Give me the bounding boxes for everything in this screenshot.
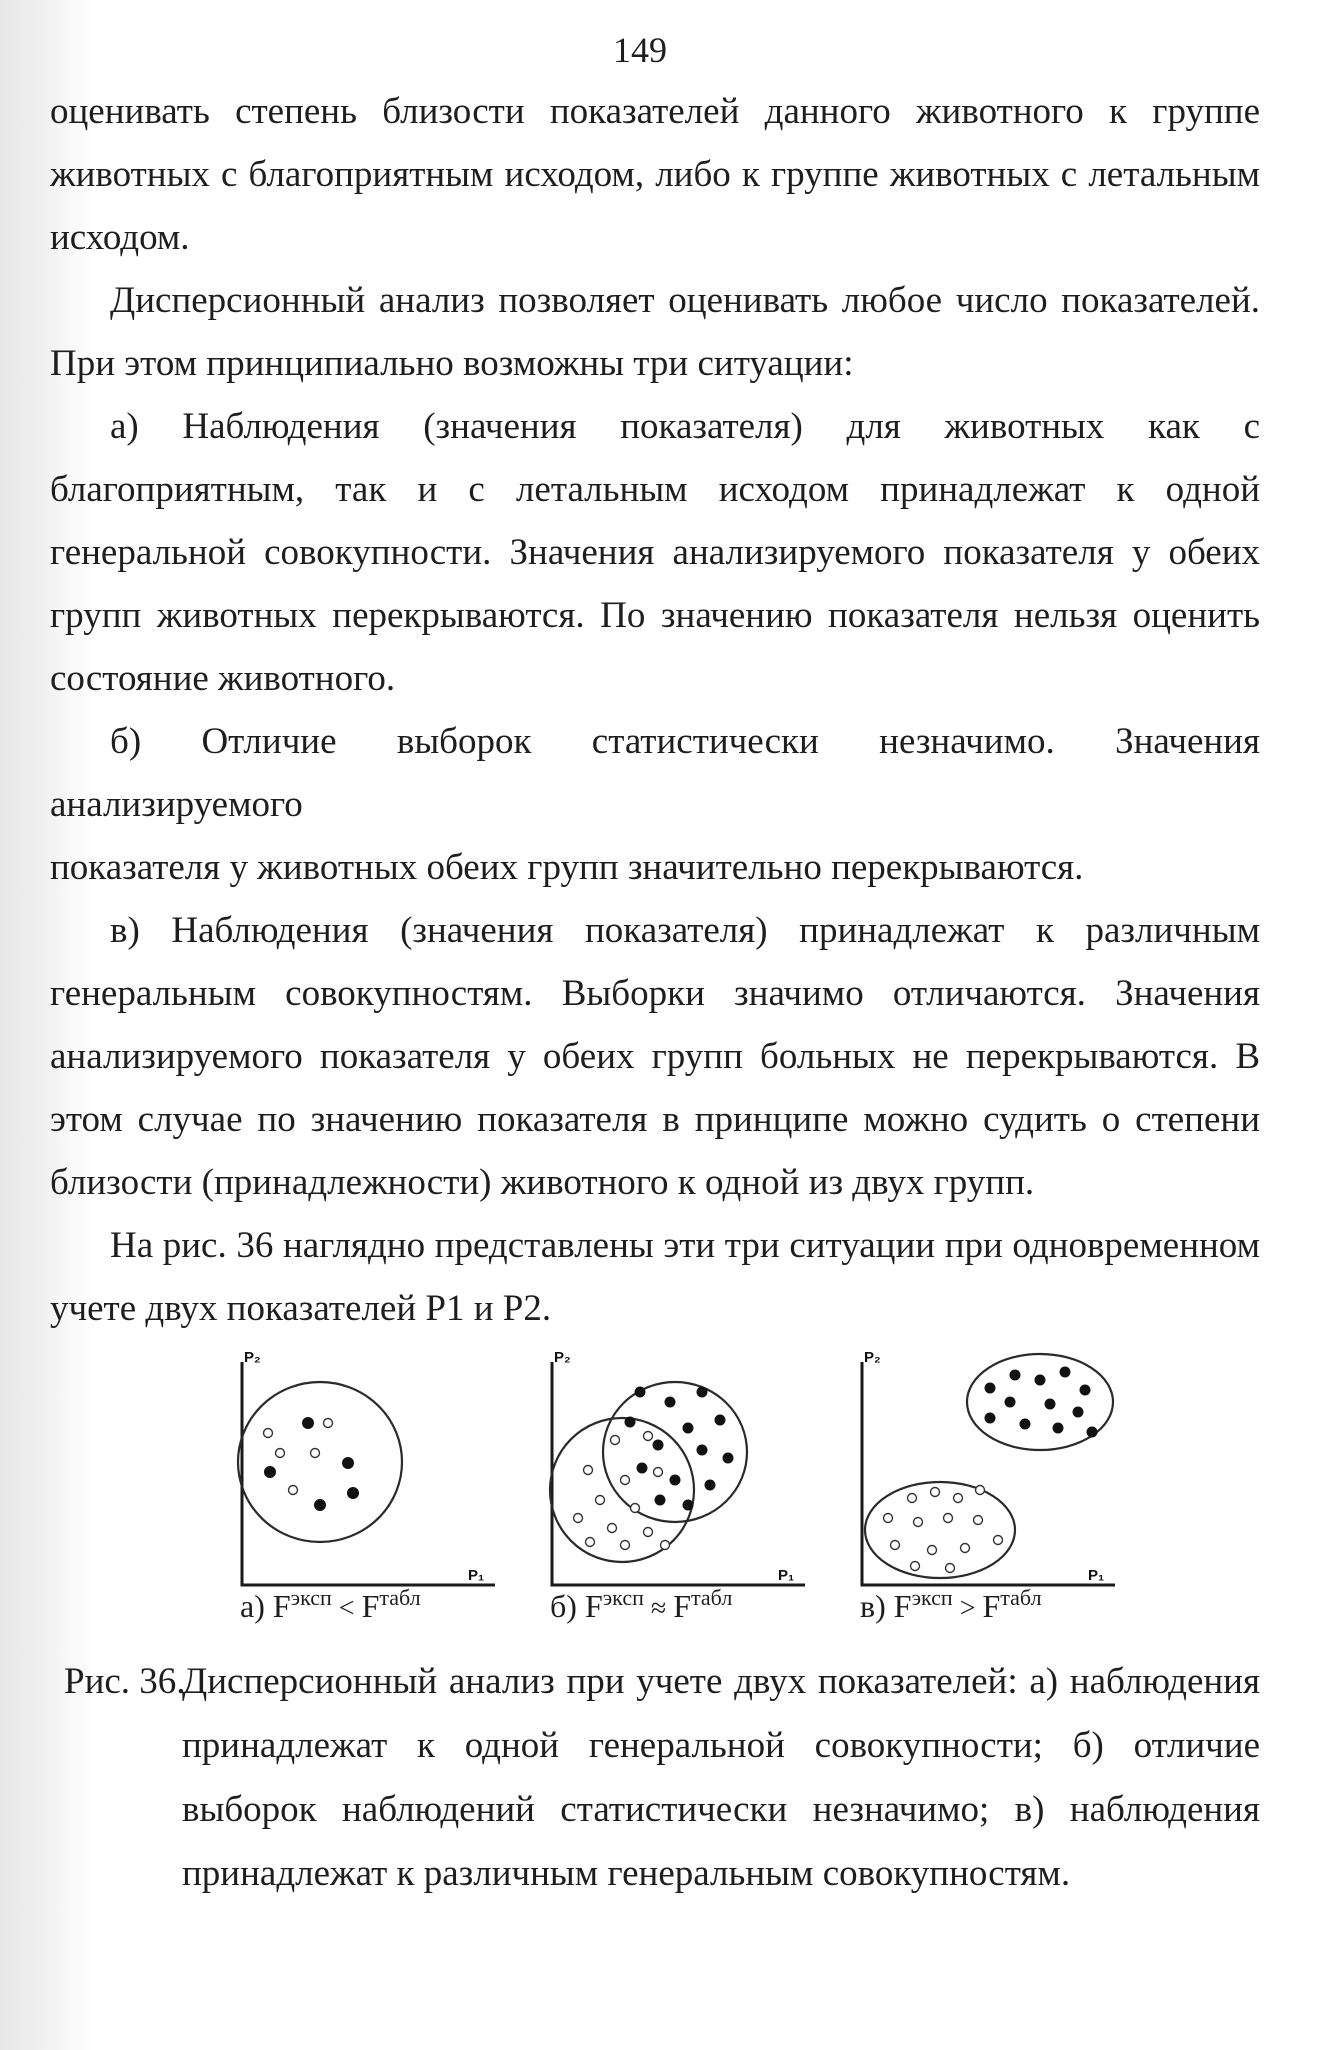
formula-prefix: б): [550, 1588, 585, 1624]
filled-point: [683, 1500, 694, 1511]
caption-line: принадлежат к одной генеральной совокупности; б) отличие: [182, 1725, 1260, 1766]
paragraph-a: [50, 395, 1260, 710]
text-line: исходом.: [50, 217, 190, 258]
open-point: [608, 1524, 617, 1533]
open-point: [891, 1541, 900, 1550]
paragraph-1: [50, 80, 1260, 269]
formula-prefix: в): [860, 1588, 894, 1624]
filled-point: [1020, 1419, 1031, 1430]
filled-point: [1010, 1370, 1021, 1381]
filled-point: [264, 1466, 276, 1478]
open-point: [884, 1514, 893, 1523]
open-point: [324, 1419, 333, 1428]
open-point: [621, 1541, 630, 1550]
formula-base: F: [673, 1588, 692, 1624]
open-point: [994, 1536, 1003, 1545]
formula-relation: ≈: [643, 1593, 674, 1624]
text-line: При этом принципиально возможны три ситуации:: [50, 343, 854, 384]
formula-prefix: а): [240, 1588, 273, 1624]
text-line: б) Отличие выборок статистически незначимо. Значения анализируемого: [50, 721, 1260, 825]
text-line: а) Наблюдения (значения показателя) для животных как с: [110, 406, 1260, 447]
open-point: [914, 1518, 923, 1527]
filled-point: [342, 1457, 354, 1469]
caption-line: Дисперсионный анализ при учете двух показателей: а) наблюдения: [182, 1661, 1260, 1702]
caption-label: Рис. 36.: [64, 1661, 186, 1702]
axis-lines: [242, 1362, 495, 1585]
text-line: генеральной совокупности. Значения анализируемого показателя у обеих: [50, 532, 1260, 573]
formula-relation: >: [952, 1593, 983, 1624]
formula-v: [860, 1578, 1160, 1629]
open-point: [596, 1496, 605, 1505]
open-point: [631, 1504, 640, 1513]
filled-point: [1005, 1397, 1016, 1408]
filled-point: [683, 1423, 694, 1434]
filled-point: [314, 1499, 326, 1511]
filled-point: [1080, 1385, 1091, 1396]
open-point: [944, 1514, 953, 1523]
formula-base: F: [361, 1588, 380, 1624]
y-axis-label: P₂: [864, 1349, 881, 1366]
filled-point: [1073, 1407, 1084, 1418]
formula-base: F: [893, 1588, 912, 1624]
page-number: 149: [613, 30, 667, 70]
paragraph-v: [50, 899, 1260, 1214]
filled-point: [625, 1417, 636, 1428]
formula-superscript: табл: [1000, 1585, 1042, 1610]
formula-superscript: эксп: [911, 1585, 953, 1610]
open-point: [289, 1486, 298, 1495]
filled-point: [715, 1415, 726, 1426]
formula-superscript: табл: [379, 1585, 421, 1610]
paragraph-2: [50, 269, 1260, 395]
text-line: в) Наблюдения (значения показателя) принадлежат к различным: [110, 910, 1260, 951]
filled-point: [665, 1397, 676, 1408]
open-point: [931, 1488, 940, 1497]
filled-point: [723, 1453, 734, 1464]
cluster-ellipse-open: [550, 1418, 694, 1562]
formula-b: [550, 1578, 850, 1629]
filled-point: [985, 1383, 996, 1394]
caption-line: выборок наблюдений статистически незначимо; в) наблюдения: [182, 1789, 1260, 1830]
open-point: [976, 1486, 985, 1495]
open-point: [644, 1528, 653, 1537]
body-text: [50, 80, 1260, 1340]
caption-first-row: [64, 1650, 1260, 1714]
filled-point: [985, 1413, 996, 1424]
filled-point: [1053, 1423, 1064, 1434]
filled-point: [697, 1445, 708, 1456]
filled-point: [637, 1463, 648, 1474]
filled-point: [1045, 1399, 1056, 1410]
open-point: [611, 1436, 620, 1445]
formula-superscript: эксп: [290, 1585, 332, 1610]
text-line: На рис. 36 наглядно представлены эти три ситуации при одновременном: [110, 1225, 1260, 1266]
text-line: оценивать степень близости показателей данного животного к группе: [50, 91, 1260, 132]
open-point: [954, 1494, 963, 1503]
filled-point: [635, 1387, 646, 1398]
x-axis-label: P₁: [1088, 1567, 1105, 1584]
open-point: [264, 1429, 273, 1438]
open-point: [574, 1514, 583, 1523]
formula-base: F: [982, 1588, 1001, 1624]
open-point: [946, 1564, 955, 1573]
x-axis-label: P₁: [468, 1567, 485, 1584]
filled-point: [1087, 1427, 1098, 1438]
scatter-panel-b: [530, 1340, 830, 1610]
open-point: [911, 1562, 920, 1571]
scatter-panel-a: [220, 1340, 520, 1610]
open-point: [584, 1466, 593, 1475]
scatter-panel-v: [840, 1340, 1140, 1610]
paragraph-figure-ref: [50, 1214, 1260, 1340]
open-point: [961, 1544, 970, 1553]
figure-36: [200, 1340, 1120, 1640]
text-line: близости (принадлежности) животного к одной из двух групп.: [50, 1162, 1035, 1203]
text-line: Дисперсионный анализ позволяет оценивать любое число показателей.: [110, 280, 1260, 321]
filled-point: [697, 1387, 708, 1398]
y-axis-label: P₂: [554, 1349, 571, 1366]
open-point: [908, 1494, 917, 1503]
open-point: [928, 1546, 937, 1555]
panel-b: [530, 1340, 830, 1630]
open-point: [276, 1449, 285, 1458]
caption-line: принадлежат к различным генеральным совокупностям.: [182, 1853, 1071, 1894]
filled-point: [1060, 1367, 1071, 1378]
formula-superscript: табл: [691, 1585, 733, 1610]
text-line: учете двух показателей P1 и P2.: [50, 1288, 552, 1329]
y-axis-label: P₂: [244, 1349, 261, 1366]
filled-point: [705, 1480, 716, 1491]
filled-point: [1035, 1375, 1046, 1386]
text-line: благоприятным, так и с летальным исходом принадлежат к одной: [50, 469, 1260, 510]
cluster-ellipse-open: [865, 1482, 1015, 1578]
text-line: состояние животного.: [50, 658, 396, 699]
x-axis-label: P₁: [778, 1567, 795, 1584]
text-line: анализируемого показателя у обеих групп больных не перекрываются. В: [50, 1036, 1260, 1077]
filled-point: [670, 1475, 681, 1486]
cluster-ellipse: [238, 1382, 402, 1542]
open-point: [311, 1449, 320, 1458]
filled-point: [347, 1487, 359, 1499]
text-line: групп животных перекрываются. По значению показателя нельзя оценить: [50, 595, 1260, 636]
text-line: животных с благоприятным исходом, либо к группе животных с летальным: [50, 154, 1260, 195]
filled-point: [302, 1417, 314, 1429]
panel-v: [840, 1340, 1140, 1630]
text-line: показателя у животных обеих групп значительно перекрываются.: [50, 847, 1084, 888]
figure-caption: [64, 1650, 1260, 1906]
filled-point: [655, 1495, 666, 1506]
caption-continuation: [182, 1714, 1260, 1906]
formula-superscript: эксп: [602, 1585, 644, 1610]
open-point: [654, 1468, 663, 1477]
axis-lines: [862, 1362, 1115, 1585]
text-line: этом случае по значению показателя в принципе можно судить о степени: [50, 1099, 1260, 1140]
formula-base: F: [584, 1588, 603, 1624]
text-line: генеральным совокупностям. Выборки значимо отличаются. Значения: [50, 973, 1260, 1014]
open-point: [621, 1476, 630, 1485]
formula-relation: <: [331, 1593, 362, 1624]
open-point: [586, 1538, 595, 1547]
open-point: [644, 1432, 653, 1441]
open-point: [661, 1541, 670, 1550]
panel-a: [220, 1340, 520, 1630]
formula-a: [240, 1578, 540, 1629]
formula-base: F: [272, 1588, 291, 1624]
filled-point: [653, 1440, 664, 1451]
paragraph-b: [50, 710, 1260, 899]
open-point: [974, 1516, 983, 1525]
